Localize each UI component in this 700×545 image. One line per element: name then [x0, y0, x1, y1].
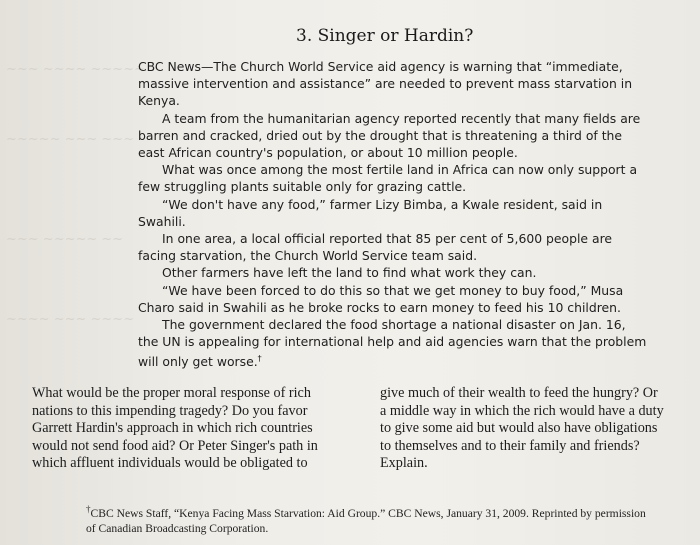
question-line: Explain.	[380, 455, 428, 472]
article-paragraph: “We don't have any food,” farmer Lizy Bimba, a Kwale resident, said in Swahili.	[138, 196, 603, 229]
question-line: nations to this impending tragedy? Do you favor	[32, 402, 308, 419]
article-paragraph: Other farmers have left the land to find what work they can.	[162, 265, 537, 281]
question-line: to give some aid but would also have obligations	[380, 420, 658, 437]
footnote-text: CBC News Staff, “Kenya Facing Mass Starvation: Aid Group.” CBC News, January 31, 2009. Reprinted by permission of Canadian Broadcasting Corporation.	[86, 506, 646, 535]
footnote-reference: †	[257, 354, 262, 364]
article-paragraph-text: The government declared the food shortage a national disaster on Jan. 16, the UN is appealing for international help and aid agencies warn that the problem will only get worse.	[138, 317, 647, 370]
question-line: would not send food aid? Or Peter Singer's path in	[32, 437, 318, 454]
show-through-texture: ~~~ ~~~~ ~~~~~	[6, 62, 145, 77]
question-line: a middle way in which the rich would have a duty	[380, 402, 664, 419]
question-line: which affluent individuals would be obligated to	[32, 455, 308, 472]
article-paragraph: A team from the humanitarian agency reported recently that many fields are barren and cracked, dried out by the drought that is threatening a third of the east African country's population, or about 10 million people.	[138, 110, 641, 161]
question-line: to themselves and to their family and friends?	[380, 437, 640, 454]
question-column-left	[32, 385, 362, 473]
article-paragraph: CBC News—The Church World Service aid agency is warning that “immediate, massive intervention and assistance” are needed to prevent mass starvation in Kenya.	[138, 59, 633, 109]
article-paragraph-last	[138, 316, 648, 371]
article-paragraph: “We have been forced to do this so that we get money to buy food,” Musa Charo said in Swahili as he broke rocks to earn money to feed his 10 children.	[138, 282, 624, 315]
question-column-right	[380, 385, 700, 473]
section-heading: 3. Singer or Hardin?	[296, 26, 474, 46]
footnote	[86, 502, 656, 536]
show-through-texture: ~~~~ ~~~ ~~~~	[6, 312, 135, 327]
news-article	[138, 58, 648, 371]
article-paragraph: In one area, a local official reported that 85 per cent of 5,600 people are facing starvation, the Church World Service team said.	[138, 231, 613, 264]
question-line: give much of their wealth to feed the hungry? Or	[380, 385, 658, 401]
footnote-marker: †	[86, 504, 91, 514]
show-through-texture: ~~~ ~~~~~ ~~	[6, 232, 124, 247]
question-line: Garrett Hardin's approach in which rich countries	[32, 420, 313, 437]
question-line: What would be the proper moral response of rich	[32, 385, 311, 401]
article-paragraph: What was once among the most fertile land in Africa can now only support a few struggling plants suitable only for grazing cattle.	[138, 162, 638, 195]
show-through-texture: ~~~~~ ~~~ ~~~	[6, 132, 135, 147]
